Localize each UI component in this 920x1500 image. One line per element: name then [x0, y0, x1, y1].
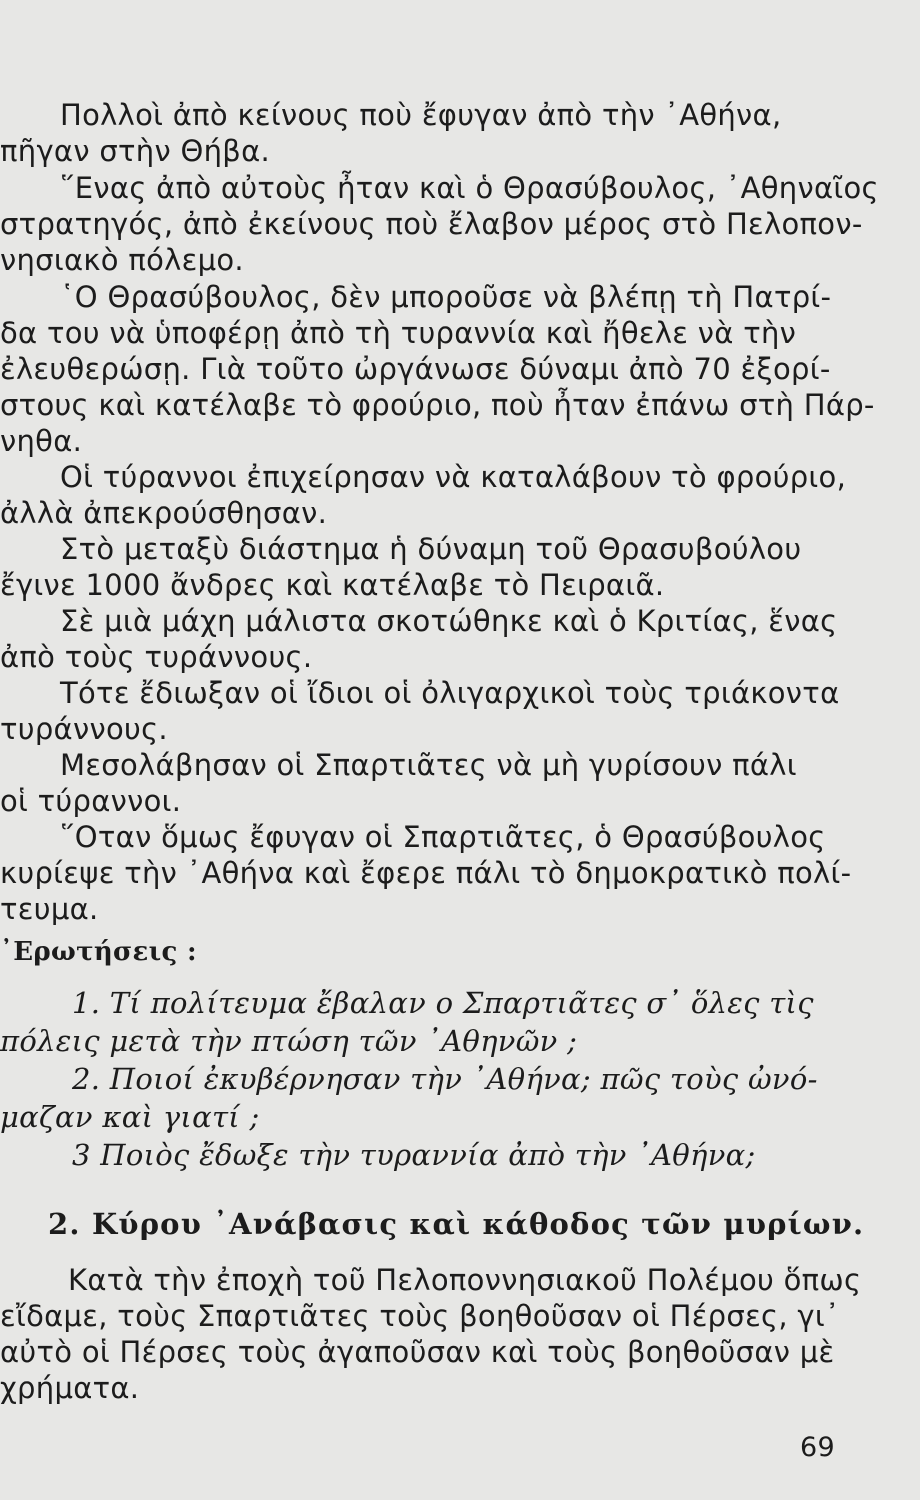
p6-line-2: ἀπὸ τοὺς τυράννους. — [0, 640, 313, 674]
p3-line-2: δα του νὰ ὑποφέρῃ ἀπὸ τὴ τυραννία καὶ ἤθελε νὰ τὴν — [0, 316, 797, 350]
final-line-3: αὐτὸ οἱ Πέρσες τοὺς ἀγαποῦσαν καὶ τοὺς βοηθοῦσαν μὲ — [0, 1335, 835, 1369]
question-3: 3 Ποιὸς ἔδωξε τὴν τυραννία ἀπὸ τὴν ᾿Αθήνα; — [72, 1138, 756, 1172]
p2-line-3: νησιακὸ πόλεμο. — [0, 243, 244, 277]
p4-line-2: ἀλλὰ ἀπεκρούσθησαν. — [0, 496, 328, 530]
p8-line-1: Μεσολάβησαν οἱ Σπαρτιᾶτες νὰ μὴ γυρίσουν πάλι — [60, 748, 797, 782]
section-title: 2. Κύρου ᾿Ανάβασις καὶ κάθοδος τῶν μυρίων. — [48, 1207, 865, 1241]
p3-line-3: ἐλευθερώσῃ. Γιὰ τοῦτο ὠργάνωσε δύναμι ἀπὸ 70 ἐξορί- — [0, 352, 831, 386]
p3-line-1: ῾Ο Θρασύβουλος, δὲν μποροῦσε νὰ βλέπῃ τὴ Πατρί- — [60, 280, 832, 314]
final-line-1: Κατὰ τὴν ἐποχὴ τοῦ Πελοποννησιακοῦ Πολέμου ὅπως — [68, 1263, 862, 1297]
page-number: 69 — [800, 1432, 835, 1463]
p1-line-2: πῆγαν στὴν Θήβα. — [0, 134, 271, 168]
p1-line-1: Πολλοὶ ἀπὸ κείνους ποὺ ἔφυγαν ἀπὸ τὴν ᾿Αθήνα, — [60, 98, 782, 132]
p2-line-1: ῞Ενας ἀπὸ αὐτοὺς ἦταν καὶ ὁ Θρασύβουλος, ᾿Αθηναῖος — [60, 171, 879, 205]
p3-line-5: νηθα. — [0, 424, 83, 458]
p7-line-1: Τότε ἔδιωξαν οἱ ἴδιοι οἱ ὀλιγαρχικοὶ τοὺς τριάκοντα — [60, 676, 840, 710]
p9-line-3: τευμα. — [0, 892, 99, 926]
p5-line-1: Στὸ μεταξὺ διάστημα ἡ δύναμη τοῦ Θρασυβούλου — [60, 532, 802, 566]
p8-line-2: οἱ τύραννοι. — [0, 784, 182, 818]
question-2-line-2: μαζαν καὶ γιατί ; — [0, 1100, 260, 1134]
p3-line-4: στους καὶ κατέλαβε τὸ φρούριο, ποὺ ἦταν ἐπάνω στὴ Πάρ- — [0, 388, 875, 422]
p9-line-2: κυρίεψε τὴν ᾿Αθήνα καὶ ἔφερε πάλι τὸ δημοκρατικὸ πολί- — [0, 856, 852, 890]
final-line-2: εἴδαμε, τοὺς Σπαρτιᾶτες τοὺς βοηθοῦσαν οἱ Πέρσες, γι᾿ — [0, 1299, 840, 1333]
p6-line-1: Σὲ μιὰ μάχη μάλιστα σκοτώθηκε καὶ ὁ Κριτίας, ἕνας — [60, 604, 838, 638]
p4-line-1: Οἱ τύραννοι ἐπιχείρησαν νὰ καταλάβουν τὸ φρούριο, — [60, 460, 847, 494]
p7-line-2: τυράννους. — [0, 712, 168, 746]
questions-heading: ᾿Ερωτήσεις : — [0, 937, 197, 967]
final-line-4: χρήματα. — [0, 1371, 140, 1405]
question-1-line-2: πόλεις μετὰ τὴν πτώση τῶν ᾿Αθηνῶν ; — [0, 1024, 578, 1058]
p2-line-2: στρατηγός, ἀπὸ ἐκείνους ποὺ ἔλαβον μέρος στὸ Πελοπον- — [0, 207, 863, 241]
question-1-line-1: 1. Τί πολίτευμα ἔβαλαν ο Σπαρτιᾶτες σ᾿ ὅλες τὶς — [72, 986, 814, 1020]
p5-line-2: ἔγινε 1000 ἄνδρες καὶ κατέλαβε τὸ Πειραιᾶ. — [0, 568, 665, 602]
question-2-line-1: 2. Ποιοί ἐκυβέρνησαν τὴν ᾿Αθήνα; πῶς τοὺς ὠνό- — [72, 1062, 818, 1096]
p9-line-1: ῞Οταν ὅμως ἔφυγαν οἱ Σπαρτιᾶτες, ὁ Θρασύβουλος — [60, 820, 826, 854]
